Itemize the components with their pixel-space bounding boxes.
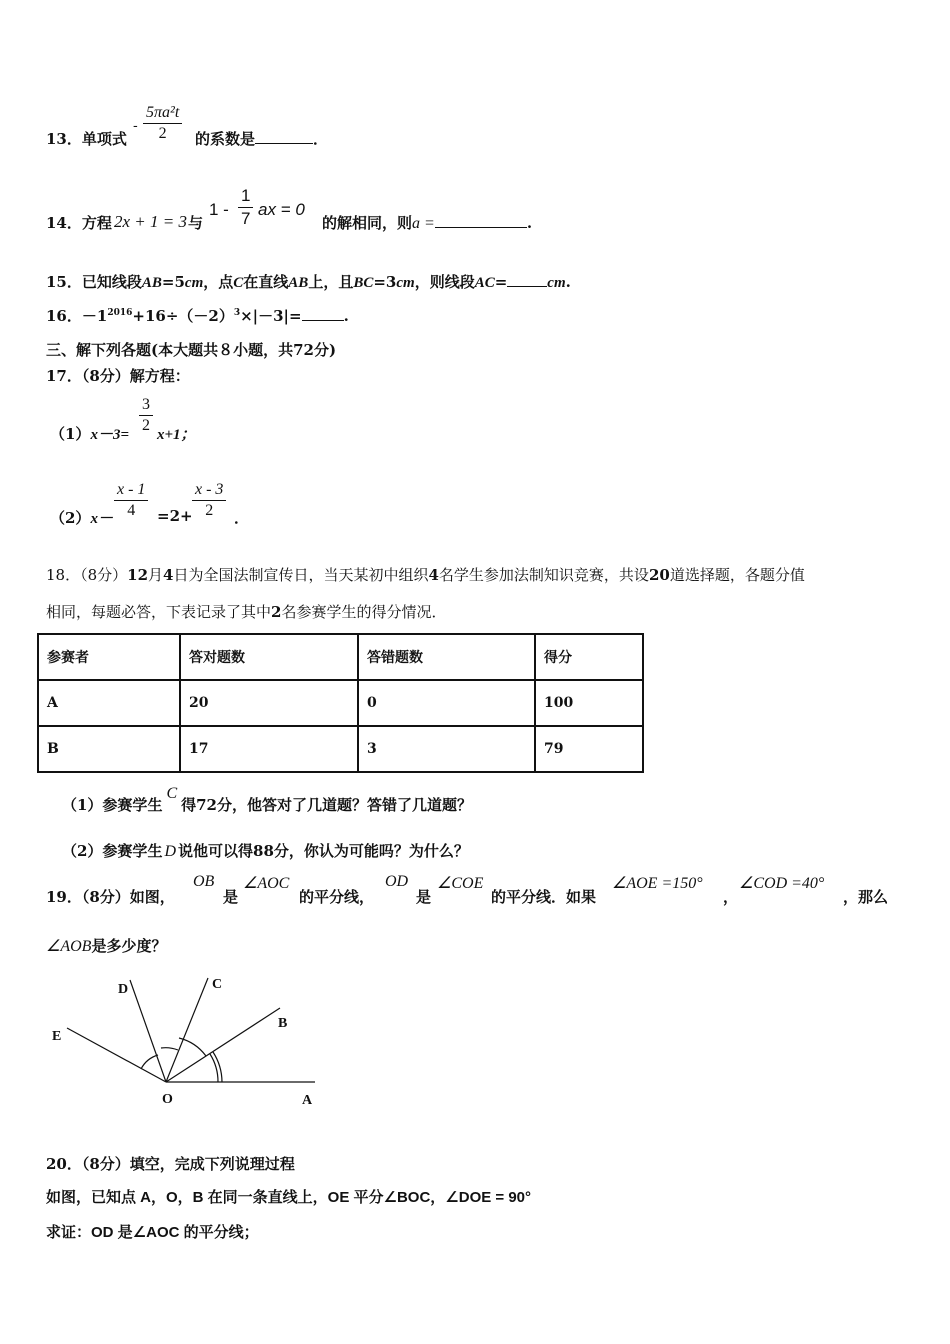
q19-t1: 的平分线， bbox=[299, 888, 375, 906]
q17-p2-den2: 2 bbox=[205, 502, 214, 519]
q15-t1: =5 bbox=[161, 273, 185, 291]
q14-tail bbox=[322, 212, 532, 233]
table-header-cell: 参赛者 bbox=[38, 634, 180, 680]
q14-label: 方程 bbox=[81, 214, 112, 232]
q19-t2: 的平分线．如果 bbox=[491, 888, 597, 906]
q18-sub2-b: 说他可以得88分，你认为可能吗？为什么？ bbox=[178, 842, 469, 860]
q19-aob: ∠AOB bbox=[46, 938, 92, 955]
q17-p2-label: （2） bbox=[50, 509, 91, 527]
table-cell: 79 bbox=[535, 726, 643, 772]
q19-ob: OB bbox=[193, 873, 215, 890]
label-a: A bbox=[302, 1093, 313, 1108]
q19-cod: ∠COD =40° bbox=[739, 875, 825, 892]
q17-p1-fraction bbox=[139, 396, 153, 435]
ray-od bbox=[130, 980, 166, 1082]
label-c: C bbox=[212, 977, 223, 992]
q18-sub2-a: （2）参赛学生 bbox=[62, 842, 163, 860]
q15-t3: 在直线 bbox=[243, 273, 289, 291]
table-cell: 3 bbox=[358, 726, 535, 772]
q13-frac-num: 5πa²t bbox=[146, 104, 180, 121]
q19-t4: 是多少度？ bbox=[91, 937, 167, 955]
q18-sub1-b: 得72分，他答对了几道题？答错了几道题？ bbox=[181, 796, 473, 814]
q18-l1b: 12 bbox=[127, 566, 149, 584]
q18-l1h: 20 bbox=[648, 566, 670, 584]
q20-heading: 20．（8分）填空，完成下列说理过程 bbox=[46, 1155, 295, 1173]
q18-l1i: 道选择题，各题分值 bbox=[669, 566, 805, 584]
q17-p2-den1: 4 bbox=[127, 502, 136, 519]
q15-line bbox=[46, 271, 571, 292]
q17-p2-b: =2+ bbox=[157, 507, 193, 525]
q18-line2 bbox=[46, 601, 446, 622]
angle-figure bbox=[40, 970, 330, 1115]
q15-cm2: cm bbox=[396, 275, 415, 291]
q18-sub2 bbox=[62, 840, 469, 861]
q19-od: OD bbox=[385, 873, 409, 890]
q15-number: 15． bbox=[46, 273, 82, 291]
q15-t6: ，则线段 bbox=[414, 273, 475, 291]
q18-line1 bbox=[46, 564, 805, 585]
q14-var: a = bbox=[412, 215, 435, 232]
table-cell: 20 bbox=[180, 680, 358, 726]
table-cell: B bbox=[38, 726, 180, 772]
q13-answer-blank[interactable] bbox=[255, 129, 313, 144]
table-cell: 100 bbox=[535, 680, 643, 726]
q16-number: 16． bbox=[46, 307, 82, 325]
q18-l1a: 18．（8分） bbox=[46, 566, 128, 584]
ray-oc bbox=[166, 978, 208, 1082]
q14-fraction bbox=[238, 186, 253, 229]
q17-p2-num1: x - 1 bbox=[117, 481, 146, 498]
q13-line bbox=[46, 128, 127, 149]
q18-l2b: 2 bbox=[271, 603, 282, 621]
table-header-cell: 答对题数 bbox=[180, 634, 358, 680]
q13-end: ． bbox=[313, 130, 329, 148]
q15-t7: = bbox=[494, 273, 508, 291]
q18-l2a: 相同，每题必答，下表记录了其中 bbox=[46, 603, 272, 621]
table-header-row bbox=[38, 634, 643, 680]
q18-sub2-var: D bbox=[164, 843, 177, 860]
q13-number: 13． bbox=[46, 130, 82, 148]
q17-part1 bbox=[50, 423, 129, 444]
q14-tail-text: 的解相同，则 bbox=[322, 214, 413, 232]
table-cell: 17 bbox=[180, 726, 358, 772]
q17-p2-end: ． bbox=[234, 509, 250, 527]
q18-sub1 bbox=[62, 785, 473, 815]
q19-t3: ，那么 bbox=[843, 888, 889, 906]
q15-ab: AB bbox=[141, 275, 162, 291]
q18-l1e: 日为全国法制宣传日，当天某初中组织 bbox=[173, 566, 429, 584]
q15-ac: AC bbox=[474, 275, 495, 291]
q16-exp1: 2016 bbox=[107, 308, 133, 318]
q16-tail: ×|－3|= bbox=[240, 307, 302, 325]
table-header-cell: 答错题数 bbox=[358, 634, 535, 680]
q17-p1-label: （1） bbox=[50, 425, 91, 443]
q14-mid: 与 bbox=[188, 214, 204, 232]
q17-p1-b bbox=[157, 423, 196, 444]
ray-oe bbox=[67, 1028, 166, 1082]
label-b: B bbox=[278, 1016, 288, 1031]
q13-label: 单项式 bbox=[81, 130, 127, 148]
q17-p2-fraction1 bbox=[114, 481, 148, 520]
q17-p1-num: 3 bbox=[142, 396, 150, 413]
q19-coe: ∠COE bbox=[437, 875, 484, 892]
angle-arc-cod bbox=[161, 1048, 178, 1050]
table-cell: A bbox=[38, 680, 180, 726]
q14-frac-den: 7 bbox=[241, 209, 251, 228]
q17-heading: 17．（8分）解方程： bbox=[46, 367, 190, 385]
q14-end: . bbox=[526, 214, 533, 232]
q20-line2: 求证：OD 是∠AOC 的平分线； bbox=[46, 1224, 259, 1241]
ray-ob bbox=[166, 1008, 280, 1082]
table-header-cell: 得分 bbox=[535, 634, 643, 680]
q15-t5: =3 bbox=[373, 273, 397, 291]
q19-is1: 是 bbox=[223, 888, 239, 906]
q15-cm1: cm bbox=[184, 275, 204, 291]
q15-t2: ，点 bbox=[203, 273, 234, 291]
q18-l1c: 月 bbox=[148, 566, 164, 584]
q16-end: . bbox=[343, 307, 349, 325]
q17-p1-b-text: x+1； bbox=[157, 427, 196, 443]
q13-frac-den: 2 bbox=[158, 125, 167, 142]
q16-exp2: 3 bbox=[233, 308, 241, 318]
q15-t4: 上，且 bbox=[308, 273, 354, 291]
q17-p2-fraction2 bbox=[192, 481, 226, 520]
q19-is2: 是 bbox=[416, 888, 432, 906]
q14-number: 14． bbox=[46, 214, 82, 232]
q19-line2 bbox=[46, 935, 166, 956]
table-cell: 0 bbox=[358, 680, 535, 726]
q19-aoe: ∠AOE =150° bbox=[612, 875, 703, 892]
q17-p2-num2: x - 3 bbox=[195, 481, 224, 498]
q18-l1d: 4 bbox=[163, 566, 174, 584]
q14-eq1: 2x + 1 = 3 bbox=[114, 212, 187, 231]
q19-comma: ， bbox=[723, 888, 739, 906]
q15-cm3: cm bbox=[547, 275, 566, 291]
q19-aoc: ∠AOC bbox=[243, 875, 290, 892]
q14-eq2-lead: 1 - bbox=[209, 200, 229, 219]
q13-tail-text: 的系数是 bbox=[195, 130, 256, 148]
q14-eq2-tail: ax = 0 bbox=[258, 200, 305, 219]
score-table bbox=[37, 633, 644, 773]
q17-p1-den: 2 bbox=[142, 417, 150, 434]
angle-arc-doe bbox=[141, 1055, 158, 1069]
q16-lead: －1 bbox=[81, 307, 108, 325]
q15-bc: BC bbox=[353, 275, 374, 291]
q16-mid: +16÷（－2） bbox=[132, 307, 234, 325]
q18-l2c: 名参赛学生的得分情况． bbox=[281, 603, 447, 621]
label-o: O bbox=[162, 1092, 173, 1107]
q18-l1f: 4 bbox=[428, 566, 439, 584]
label-e: E bbox=[52, 1029, 62, 1044]
q18-sub1-a: （1）参赛学生 bbox=[62, 796, 163, 814]
q17-part2 bbox=[50, 507, 113, 528]
table-row bbox=[38, 726, 643, 772]
q15-ab2: AB bbox=[288, 275, 309, 291]
q17-p1-a: x－3= bbox=[90, 427, 129, 443]
q19-num: 19．（8分）如图， bbox=[46, 888, 175, 906]
q15-answer-blank[interactable] bbox=[507, 272, 547, 287]
q13-fraction bbox=[143, 104, 182, 143]
q15-end: . bbox=[565, 273, 571, 291]
label-d: D bbox=[118, 982, 129, 997]
table-row bbox=[38, 680, 643, 726]
q14-answer-blank[interactable] bbox=[435, 213, 527, 228]
q16-line bbox=[46, 305, 349, 326]
q13-tail bbox=[195, 128, 328, 149]
q14-frac-num: 1 bbox=[241, 186, 251, 205]
q14-line bbox=[46, 212, 112, 233]
q18-l1g: 名学生参加法制知识竞赛，共设 bbox=[438, 566, 649, 584]
q13-sign: - bbox=[133, 118, 138, 134]
q15-c: C bbox=[233, 275, 244, 291]
q18-sub1-var: C bbox=[166, 785, 178, 802]
q17-p2-a: x－ bbox=[90, 511, 113, 527]
section-3-heading: 三、解下列各题(本大题共８小题，共72分) bbox=[46, 341, 337, 359]
q20-line1: 如图，已知点 A，O，B 在同一条直线上，OE 平分∠BOC，∠DOE = 90° bbox=[46, 1189, 532, 1206]
q15-t0: 已知线段 bbox=[81, 273, 142, 291]
q16-answer-blank[interactable] bbox=[302, 306, 344, 321]
